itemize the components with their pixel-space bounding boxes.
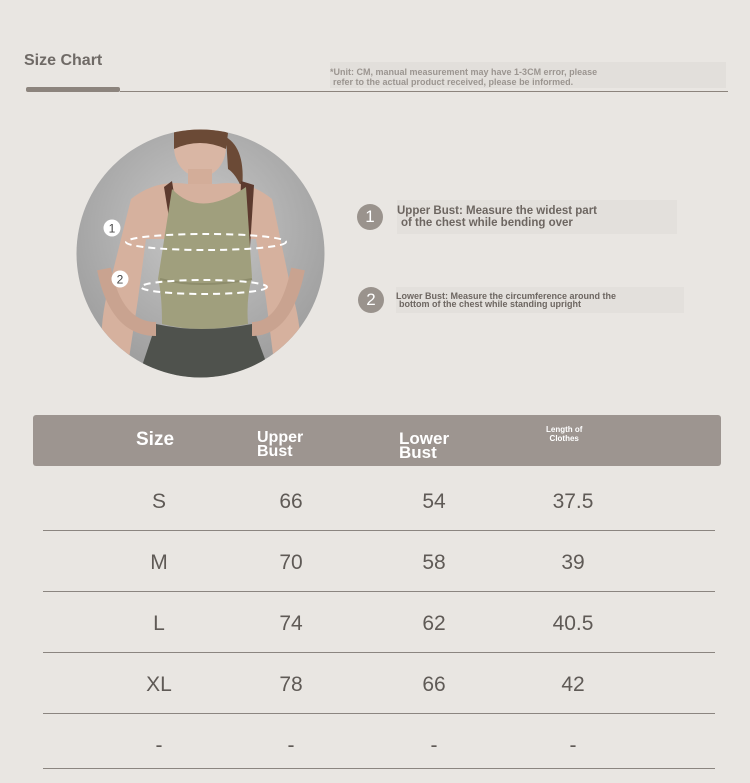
header-length-line1: Length of: [546, 425, 583, 434]
cell-upper-bust: 70: [279, 551, 303, 574]
header-divider: [120, 91, 728, 92]
model-photo: [76, 129, 325, 378]
cell-lower-bust: -: [430, 734, 438, 757]
unit-note: [330, 62, 726, 88]
measurement-upper-bust: [357, 200, 677, 234]
table-row: [43, 653, 715, 714]
cell-size: L: [153, 612, 165, 635]
cell-length: 37.5: [552, 490, 594, 513]
header-upper-bust-line2: Bust: [257, 443, 293, 460]
cell-upper-bust: 78: [279, 673, 303, 696]
cell-lower-bust: 62: [422, 612, 446, 635]
measurement-line2: bottom of the chest while standing upright: [399, 299, 581, 309]
cell-lower-bust: 58: [422, 551, 446, 574]
marker-1-label: 1: [108, 221, 116, 236]
cell-size: XL: [146, 673, 172, 696]
header-length-of-clothes: [546, 425, 582, 443]
cell-length: 39: [561, 551, 585, 574]
measurement-line1: Lower Bust: Measure the circumference around the: [396, 291, 617, 301]
measurement-line2: of the chest while bending over: [401, 217, 573, 229]
cell-size: -: [155, 734, 163, 757]
cell-length: 42: [561, 673, 585, 696]
measurement-description: [397, 200, 677, 234]
title-underline: [26, 87, 120, 92]
measurement-line1: Upper Bust: Measure the widest part: [397, 205, 598, 217]
cell-length: 40.5: [552, 612, 594, 635]
cell-upper-bust: -: [287, 734, 295, 757]
page-title: Size Chart: [24, 52, 103, 69]
header-lower-bust-line1: Lower: [399, 429, 450, 448]
cell-upper-bust: 66: [279, 490, 303, 513]
cell-lower-bust: 54: [422, 490, 446, 513]
measurement-number-badge: 2: [358, 287, 384, 313]
cell-lower-bust: 66: [422, 673, 446, 696]
header-lower-bust-line2: Bust: [399, 443, 437, 462]
size-table-body: [43, 470, 715, 769]
table-row: [43, 531, 715, 592]
size-table-header: [33, 415, 721, 466]
unit-note-line1: *Unit: CM, manual measurement may have 1-3CM error, please: [330, 67, 598, 77]
cell-upper-bust: 74: [279, 612, 303, 635]
cell-length: -: [569, 734, 577, 757]
header-upper-bust: [257, 431, 303, 459]
measurement-lower-bust: [358, 287, 684, 313]
measurement-description: [396, 287, 684, 313]
header-length-line2: Clothes: [549, 434, 579, 443]
table-row: [43, 470, 715, 531]
header-lower-bust: [399, 429, 450, 462]
marker-2-label: 2: [116, 272, 124, 287]
header-upper-bust-line1: Upper: [257, 429, 304, 446]
table-row: [43, 714, 715, 769]
cell-size: S: [151, 490, 167, 513]
model-illustration: [76, 129, 325, 378]
unit-note-line2: refer to the actual product received, please be informed.: [333, 77, 574, 87]
table-row: [43, 592, 715, 653]
header-size: Size: [136, 429, 175, 450]
measurement-number-badge: 1: [357, 204, 383, 230]
cell-size: M: [150, 551, 168, 574]
